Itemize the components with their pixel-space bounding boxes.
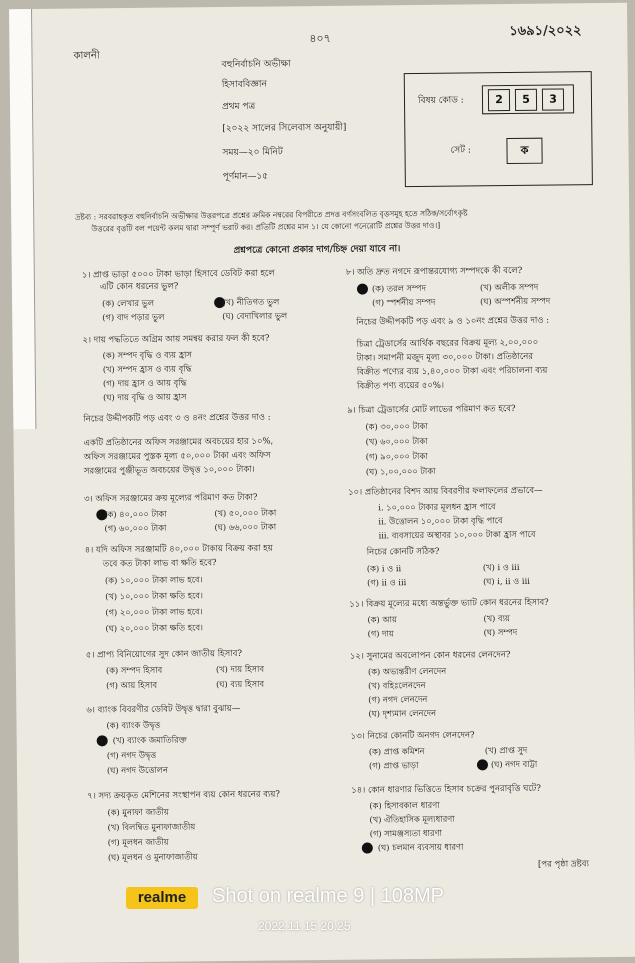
option: (খ) সম্পদ হ্রাস ও ব্যয় বৃদ্ধি: [102, 363, 192, 375]
option: (গ) ২০,০০০ টাকা লাভ হবে।: [105, 606, 203, 618]
continued-note: [পর পৃষ্ঠা দ্রষ্টব্য: [537, 859, 589, 870]
question-4-cont: তবে কত টাকা লাভ বা ক্ষতি হবে?: [102, 558, 217, 570]
option: (গ) স্পর্শনীয় সম্পদ: [372, 296, 436, 308]
camera-brand-badge: realme: [126, 887, 198, 909]
question-12: ১২। সুনামের অবলোপন কোন ধরনের লেনদেন?: [349, 650, 511, 662]
option: (ঘ) অস্পর্শনীয় সম্পদ: [480, 295, 551, 307]
question-9: ৯। চিত্রা ট্রেডার্সের মোট লাভের পরিমাণ কত হবে?: [347, 403, 516, 416]
option: (গ) দায় হ্রাস ও আয় বৃদ্ধি: [102, 377, 187, 389]
option: (ঘ) বেদাখিলার ভুল: [222, 310, 288, 322]
option: (খ) বিলম্বিত মুনাফাজাতীয়: [107, 821, 196, 833]
option: (ক) মুনাফা জাতীয়: [107, 806, 169, 818]
option: (ক) i ও ii: [366, 563, 402, 574]
option: (ক) ৩০,০০০ টাকা: [365, 420, 428, 432]
page-number: ৪০৭: [309, 31, 331, 46]
stimulus-heading: নিচের উদ্দীপকটি পড় এবং ৯ ও ১০নং প্রশ্নের উত্তর দাও :: [356, 315, 550, 328]
filled-answer-bubble: [362, 842, 373, 853]
stimulus-text: সরঞ্জামের পুঞ্জীভূত অবচয়ের উদ্বৃত্ত ১০,০০০ টাকা।: [83, 464, 255, 477]
option: (ঘ) নগদ উত্তোলন: [106, 764, 168, 776]
exam-code: ১৬৯১/২০২২: [509, 23, 582, 40]
question-2: ২। দায় পদ্ধতিতে অগ্রিম আয় সমন্বয় করার ফল কী হবে?: [82, 333, 270, 346]
filled-answer-bubble: [357, 284, 368, 295]
question-1: ১। প্রাপ্ত ভাড়া ৫০০০ টাকা ভাড়া হিসাবে ডেবিট করা হলে: [81, 268, 275, 281]
option: (গ) ii ও iii: [366, 577, 407, 588]
camera-watermark: Shot on realme 9 | 108MP: [212, 885, 444, 907]
option: (ক) তরল সম্পদ: [371, 282, 426, 294]
option: (ঘ) ৬৬,০০০ টাকা: [214, 521, 277, 533]
option: (ঘ) ব্যয় হিসাব: [216, 678, 265, 690]
question-11: ১১। বিক্রয় মূল্যের মধ্যে অন্তর্ভুক্ত ভ্যাট কোন ধরনের হিসাব?: [349, 597, 549, 610]
subject-code-label: বিষয় কোড :: [417, 95, 464, 106]
option: (ক) প্রাপ্ত কমিশন: [368, 745, 425, 757]
question-13: ১৩। নিচের কোনটি অনগদ লেনদেন?: [350, 730, 475, 742]
option: (গ) সামঞ্জস্যতা ধারণা: [369, 827, 443, 839]
option: (খ) নীতিগত ভুল: [222, 296, 280, 308]
option: (ক) হিসাবকাল ধারণা: [369, 799, 440, 811]
stimulus-text: টাকা। সমাপনী মজুদ মূল্য ৩০,০০০ টাকা। প্রতিষ্ঠানের: [356, 351, 534, 364]
statement: i. ১০,০০০ টাকার মূলধন হ্রাস পাবে: [378, 501, 496, 513]
full-marks: পূর্ণমান—১৫: [222, 171, 269, 183]
set-value: ক: [506, 138, 542, 164]
instruction-line-1: দ্রষ্টব্য : সরবরাহকৃত বহুনির্বাচনি অভীক্ষার উত্তরপত্রে প্রশ্নের ক্রমিক নম্বরের বিপরীতে প্রদত্ত বর্ণসংবলিত বৃত্তসমূহ হতে সঠিক/সর্বোৎকৃষ্ট: [75, 208, 468, 222]
option: (ঘ) চলমান ব্যবসায় ধারণা: [377, 841, 464, 853]
filled-answer-bubble: [477, 759, 488, 770]
question-3: ৩। অফিস সরঞ্জামের ক্রয় মূল্যের পরিমাণ কত টাকা?: [84, 492, 258, 505]
subject-name: হিসাববিজ্ঞান: [221, 79, 267, 91]
option: (খ) দায় হিসাব: [215, 663, 265, 675]
left-page-edge: [9, 9, 36, 429]
option: (গ) মূলধন জাতীয়: [107, 836, 169, 848]
instruction-line-2: উত্তরের বৃত্তটি বল পয়েন্ট কলম দ্বারা সম্পূর্ণ ভরাট কর। প্রতিটি প্রশ্নের মান ১। যে কোনো পনেরোটি প্রশ্নের উত্তর দাও।]: [91, 220, 441, 234]
filled-answer-bubble: [97, 735, 108, 746]
statement: iii. ব্যবসায়ের অস্থাবর ১০,০০০ টাকা হ্রাস পাবে: [378, 528, 536, 541]
code-digit: 3: [542, 88, 564, 110]
option: (ক) অভ্যন্তরীণ লেনদেন: [367, 665, 447, 677]
statement: ii. উত্তোলন ১০,০০০ টাকা বৃদ্ধি পাবে: [378, 515, 503, 527]
exam-title: বহুনির্বাচনি অভীক্ষা: [221, 59, 291, 71]
option: (গ) ৯০,০০০ টাকা: [365, 450, 428, 462]
stimulus-heading: নিচের উদ্দীপকটি পড় এবং ৩ ও ৪নং প্রশ্নের উত্তর দাও :: [83, 412, 271, 425]
option: (খ) i ও iii: [482, 561, 520, 573]
option: (ঘ) দায় বৃদ্ধি ও আয় হ্রাস: [103, 391, 187, 403]
option: (ক) ১০,০০০ টাকা লাভ হবে।: [104, 574, 203, 586]
option: (খ) ব্যয়: [483, 613, 510, 624]
board-name: কালনী: [73, 50, 100, 62]
option: (ঘ) মূলধন ও মুনাফাজাতীয়: [107, 851, 198, 863]
option: (খ) অলীক সম্পদ: [479, 281, 539, 293]
option: (গ) দায়: [367, 628, 394, 639]
option: (খ) ঐতিহাসিক মূল্যধারণা: [369, 813, 455, 825]
option: (খ) প্রাপ্ত সুদ: [484, 744, 528, 756]
option: (ঘ) দৃশ্যমান লেনদেন: [368, 707, 437, 719]
option: (ঘ) ১,০০,০০০ টাকা: [365, 465, 436, 477]
question-8: ৮। অতি দ্রুত নগদে রূপান্তরযোগ্য সম্পদকে কী বলে?: [345, 265, 523, 278]
exam-paper: [9, 3, 635, 963]
syllabus-note: [২০২২ সালের সিলেবাস অনুযায়ী]: [222, 122, 347, 135]
option: (গ) নগদ লেনদেন: [368, 693, 428, 705]
code-digit: 5: [515, 89, 537, 111]
option: (ক) ৪০,০০০ টাকা: [104, 508, 167, 520]
option: (গ) প্রাপ্ত ভাড়া: [368, 760, 419, 771]
question-1-cont: এটি কোন ধরনের ভুল?: [99, 281, 179, 293]
option: (গ) ৬০,০০০ টাকা: [104, 522, 167, 534]
paper-name: প্রথম পত্র: [222, 101, 256, 113]
stimulus-text: একটি প্রতিষ্ঠানের অফিস সরঞ্জামের অবচয়ের হার ১০%,: [83, 436, 274, 449]
no-marks-warning: প্রশ্নপত্রে কোনো প্রকার দাগ/চিহ্ন দেয়া যাবে না।: [233, 244, 401, 256]
option: (খ) ১০,০০০ টাকা ক্ষতি হবে।: [105, 590, 204, 602]
option: (গ) আয় হিসাব: [106, 679, 158, 691]
stimulus-text: বিক্রীত পণ্য ব্যয়ের ৫০%।: [356, 380, 445, 392]
which-correct: নিচের কোনটি সঠিক?: [366, 546, 440, 558]
question-10: ১০। প্রতিষ্ঠানের বিশদ আয় বিবরণীর ফলাফলের প্রভাবে—: [348, 485, 543, 498]
option: (ক) লেখার ভুল: [102, 297, 155, 309]
option: (খ) ৫০,০০০ টাকা: [214, 507, 277, 519]
option: (ঘ) ২০,০০০ টাকা ক্ষতি হবে।: [105, 622, 204, 634]
option: (ঘ) i, ii ও iii: [482, 575, 530, 587]
set-label: সেট :: [450, 145, 471, 156]
question-6: ৬। ব্যাংক বিবরণীর ডেবিট উদ্বৃত্ত দ্বারা বুঝায়—: [86, 703, 241, 716]
option: (ক) আয়: [367, 614, 397, 625]
option: (ক) সম্পদ বৃদ্ধি ও ব্যয় হ্রাস: [102, 349, 192, 361]
option: (ক) সম্পদ হিসাব: [105, 664, 163, 676]
option: (খ) বহিঃলেনদেন: [368, 679, 426, 691]
code-digit: 2: [488, 89, 510, 111]
question-4: ৪। যদি অফিস সরঞ্জামটি ৪০,০০০ টাকায় বিক্রয় করা হয়: [84, 543, 273, 556]
option: (গ) নগদ উদ্বৃত্ত: [106, 749, 157, 761]
stimulus-text: বিক্রীত পণ্যের ব্যয় ১,৪০,০০০ টাকা এবং পরিচালনা ব্যয়: [356, 365, 548, 378]
option: (ক) ব্যাংক উদ্বৃত্ত: [106, 719, 161, 731]
photo-timestamp: 2022.11.15 20:25: [258, 919, 351, 933]
stimulus-text: চিত্রা ট্রেডার্সের আর্থিক বছরের বিক্রয় মূল্য ২,০০,০০০: [356, 337, 539, 350]
option: (খ) ব্যাংক জমাতিরিক্ত: [112, 734, 187, 746]
question-5: ৫। প্রাপ্য বিনিয়োগের সুদ কোন জাতীয় হিসাব?: [85, 648, 243, 661]
time-limit: সময়—২০ মিনিট: [222, 147, 283, 159]
question-7: ৭। সদ্য ক্রয়কৃত মেশিনের সংস্থাপন ব্যয় কোন ধরনের ব্যয়?: [87, 789, 280, 802]
question-14: ১৪। কোন ধারণার ভিত্তিতে হিসাব চক্রের পুনরাবৃত্তি ঘটে?: [351, 783, 542, 796]
stimulus-text: অফিস সরঞ্জামের পুস্তক মূল্য ৫০,০০০ টাকা এবং অফিস: [83, 450, 271, 463]
option: (ঘ) সম্পদ: [483, 626, 518, 638]
option: (গ) বাদ পড়ার ভুল: [102, 311, 165, 323]
option: (ঘ) নগদ বাট্টা: [490, 758, 538, 770]
option: (খ) ৬০,০০০ টাকা: [365, 435, 428, 447]
